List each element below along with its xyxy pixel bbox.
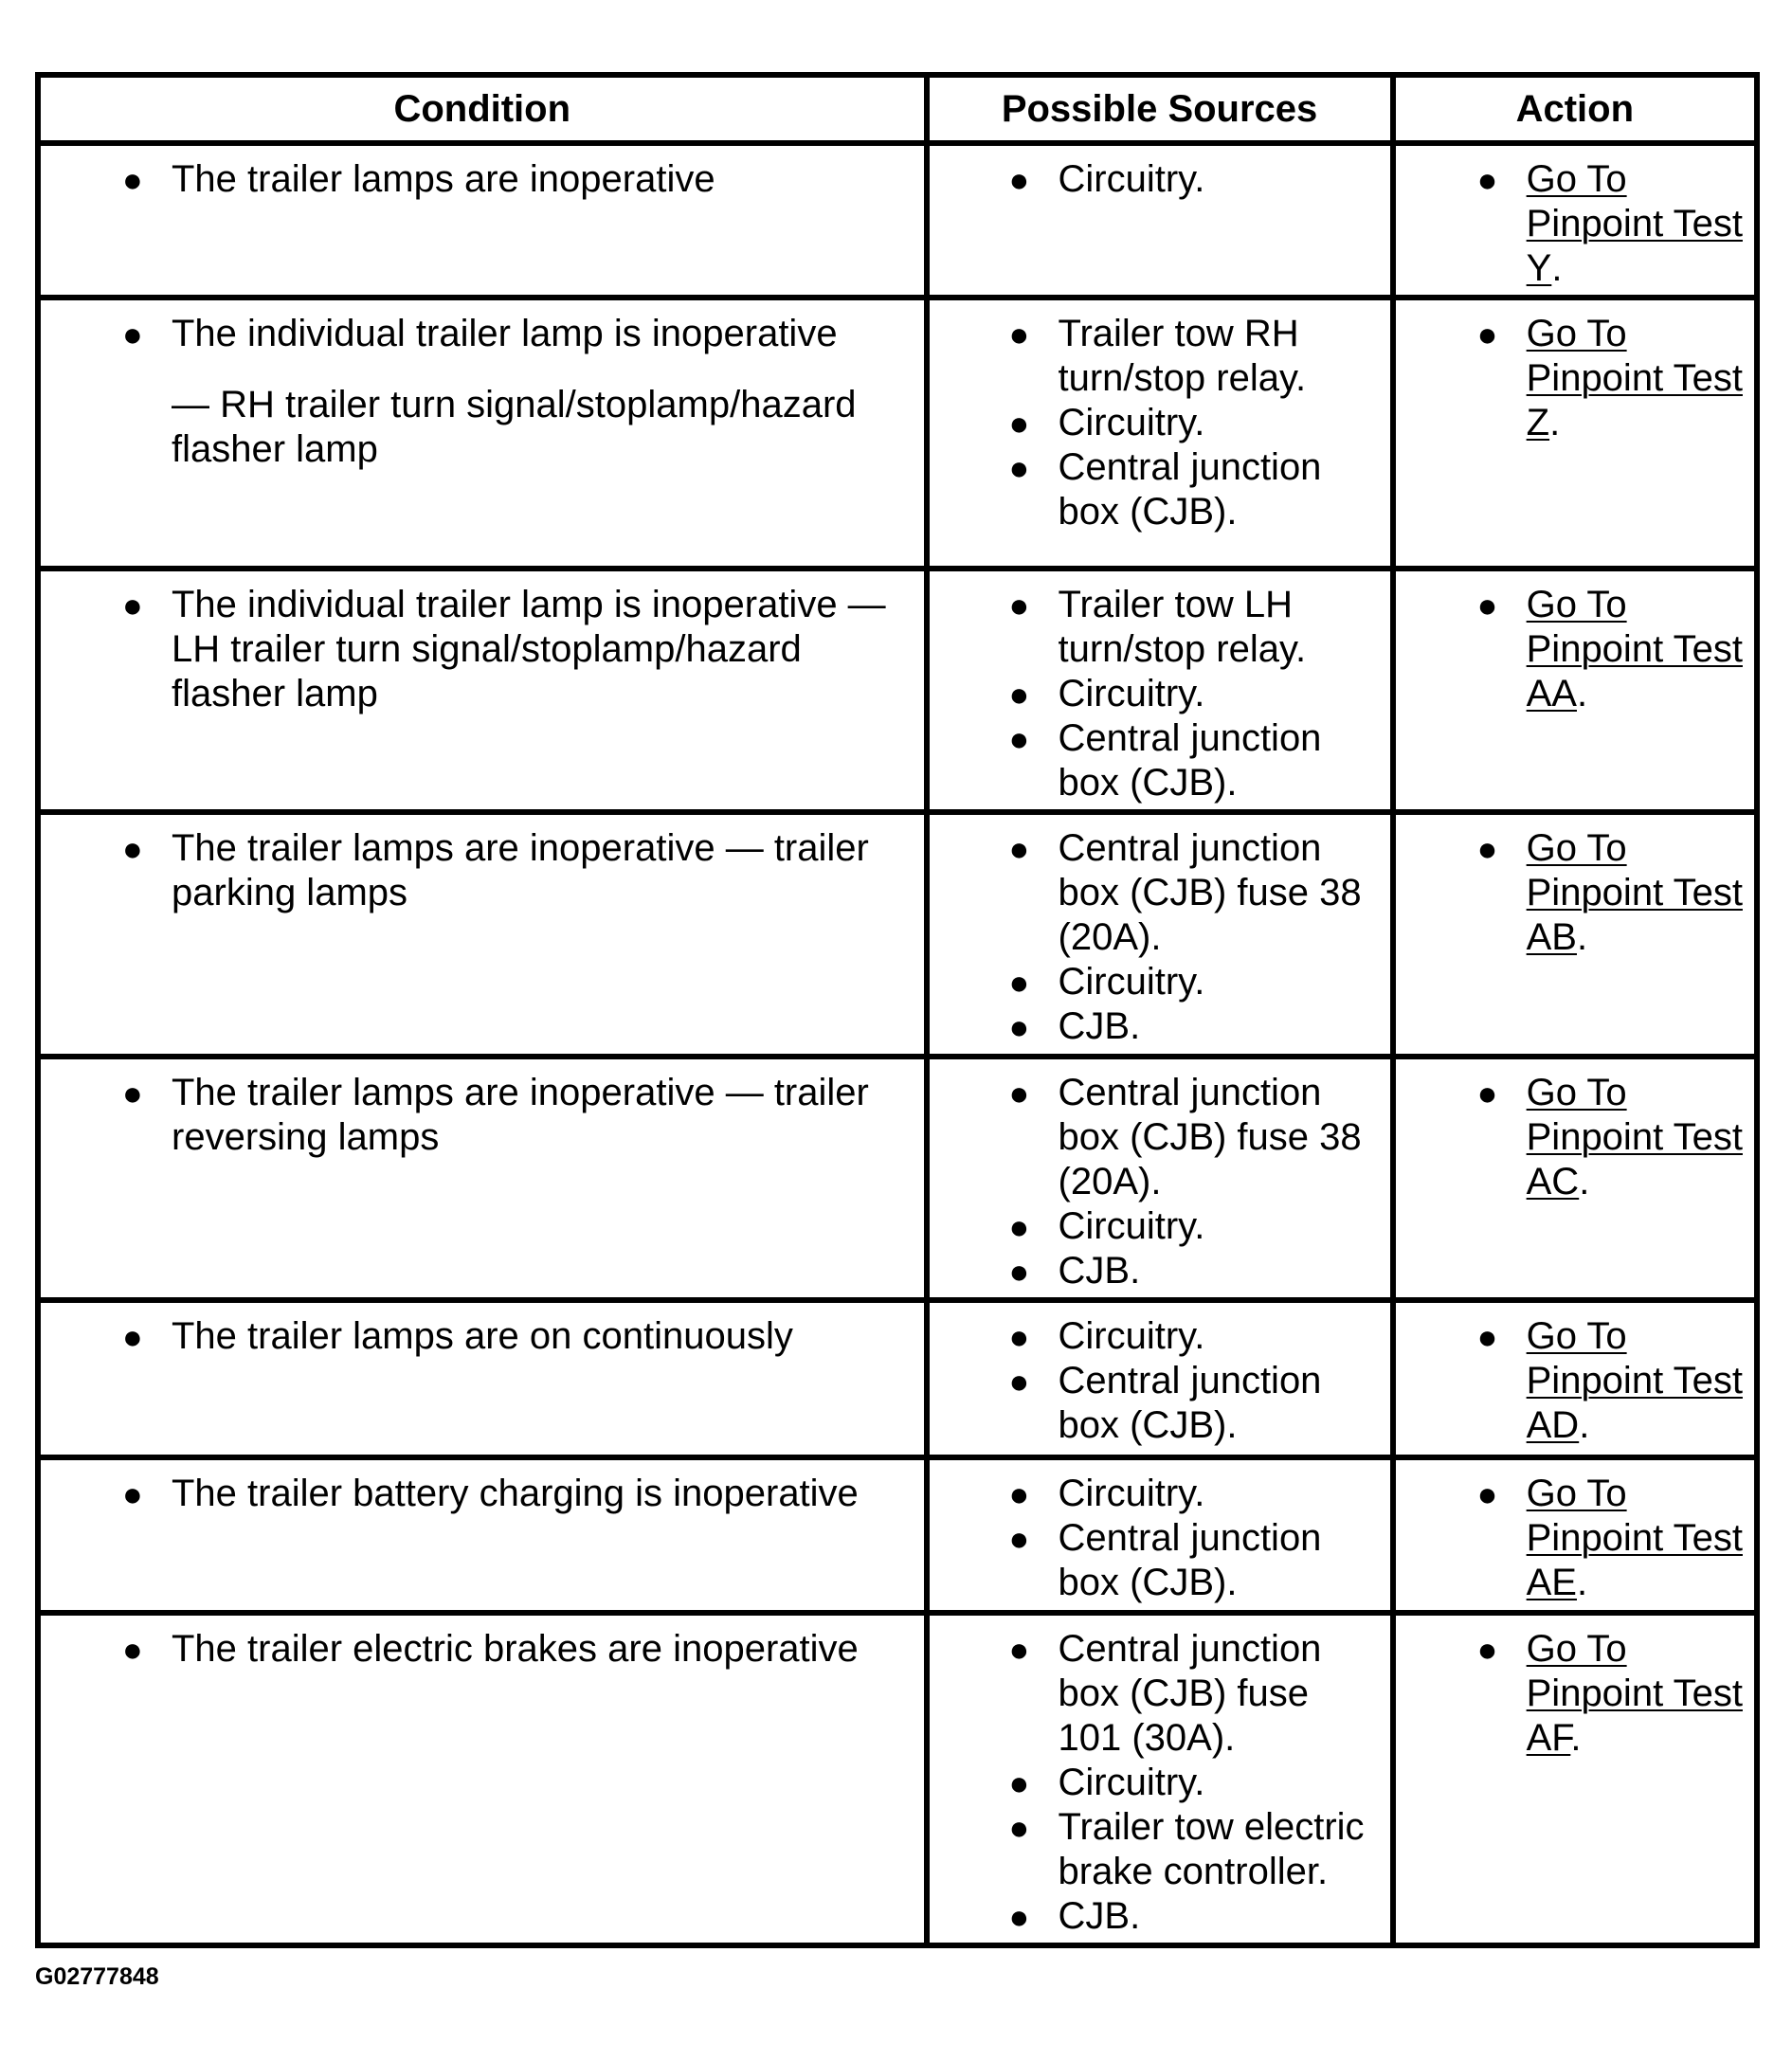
- source-text: Trailer tow electric brake controller.: [1058, 1806, 1365, 1892]
- bullet-icon: ●: [1008, 1207, 1030, 1246]
- source-item: [1008, 1249, 1383, 1293]
- bullet-icon: ●: [122, 829, 143, 868]
- condition-cell: [38, 569, 927, 812]
- bullet-icon: ●: [122, 586, 143, 624]
- table-row: [38, 1613, 1757, 1945]
- source-item: [1008, 445, 1383, 534]
- condition-cell: [38, 1613, 927, 1945]
- source-item: [1008, 1204, 1383, 1249]
- table-row: [38, 1457, 1757, 1613]
- condition-item: [122, 1472, 905, 1516]
- header-possible-sources: Possible Sources: [927, 75, 1393, 143]
- condition-text: The trailer lamps are inoperative — trailer reversing lamps: [172, 1072, 869, 1158]
- action-cell: [1393, 1057, 1757, 1300]
- bullet-icon: ●: [1008, 1897, 1030, 1936]
- source-text: Trailer tow LH turn/stop relay.: [1058, 584, 1307, 670]
- source-text: Circuitry.: [1058, 673, 1205, 714]
- source-item: [1008, 1516, 1383, 1605]
- condition-item: [122, 312, 905, 472]
- possible-sources-cell: [927, 298, 1393, 569]
- pinpoint-test-link[interactable]: Go To Pinpoint Test AA: [1526, 584, 1743, 714]
- action-cell: [1393, 812, 1757, 1057]
- source-item: [1008, 716, 1383, 805]
- source-text: Circuitry.: [1058, 1762, 1205, 1803]
- source-item: [1008, 157, 1383, 202]
- bullet-icon: ●: [1008, 1474, 1030, 1513]
- action-item: [1476, 1071, 1747, 1204]
- condition-cell: [38, 1457, 927, 1613]
- action-cell: [1393, 1613, 1757, 1945]
- action-suffix: .: [1551, 247, 1563, 289]
- bullet-icon: ●: [1008, 963, 1030, 1002]
- figure-code: G02777848: [35, 1963, 159, 1990]
- bullet-icon: ●: [1008, 1519, 1030, 1558]
- action-cell: [1393, 1300, 1757, 1457]
- action-suffix: .: [1576, 1562, 1588, 1603]
- action-cell: [1393, 143, 1757, 298]
- header-action: Action: [1393, 75, 1757, 143]
- source-text: Central junction box (CJB) fuse 38 (20A).: [1058, 827, 1362, 958]
- bullet-icon: ●: [1008, 315, 1030, 353]
- possible-sources-cell: [927, 143, 1393, 298]
- source-text: Central junction box (CJB).: [1058, 1360, 1322, 1446]
- condition-cell: [38, 298, 927, 569]
- action-item: [1476, 1472, 1747, 1605]
- condition-item: [122, 1314, 905, 1359]
- bullet-icon: ●: [1008, 1317, 1030, 1356]
- header-row: [38, 75, 1757, 143]
- source-item: [1008, 1894, 1383, 1939]
- source-text: Circuitry.: [1058, 1473, 1205, 1514]
- source-text: Circuitry.: [1058, 1205, 1205, 1247]
- bullet-icon: ●: [1476, 1317, 1498, 1356]
- condition-text: The individual trailer lamp is inoperative — LH trailer turn signal/stoplamp/hazard flasher lamp: [172, 584, 886, 714]
- table-body: [38, 143, 1757, 1945]
- bullet-icon: ●: [122, 1474, 143, 1513]
- bullet-icon: ●: [1476, 586, 1498, 624]
- bullet-icon: ●: [1008, 1630, 1030, 1669]
- pinpoint-test-link[interactable]: Go To Pinpoint Test Y: [1526, 158, 1743, 289]
- condition-item: [122, 1627, 905, 1672]
- bullet-icon: ●: [1008, 1763, 1030, 1802]
- bullet-icon: ●: [1008, 829, 1030, 868]
- bullet-icon: ●: [1476, 315, 1498, 353]
- source-text: Central junction box (CJB).: [1058, 717, 1322, 804]
- action-cell: [1393, 569, 1757, 812]
- bullet-icon: ●: [1008, 1252, 1030, 1291]
- bullet-icon: ●: [1008, 719, 1030, 758]
- source-item: [1008, 1004, 1383, 1049]
- condition-subtext: — RH trailer turn signal/stoplamp/hazard flasher lamp: [172, 384, 857, 470]
- source-item: [1008, 672, 1383, 716]
- bullet-icon: ●: [1008, 404, 1030, 443]
- condition-item: [122, 157, 905, 202]
- action-item: [1476, 1314, 1747, 1448]
- action-cell: [1393, 1457, 1757, 1613]
- source-item: [1008, 1805, 1383, 1894]
- condition-cell: [38, 1300, 927, 1457]
- action-item: [1476, 583, 1747, 716]
- bullet-icon: ●: [1008, 160, 1030, 199]
- pinpoint-test-link[interactable]: Go To Pinpoint Test AF: [1526, 1628, 1743, 1759]
- source-item: [1008, 1071, 1383, 1204]
- source-item: [1008, 1359, 1383, 1448]
- bullet-icon: ●: [1476, 829, 1498, 868]
- possible-sources-cell: [927, 1057, 1393, 1300]
- source-item: [1008, 1627, 1383, 1761]
- bullet-icon: ●: [1476, 1074, 1498, 1112]
- condition-cell: [38, 812, 927, 1057]
- condition-text: The trailer lamps are inoperative: [172, 158, 715, 200]
- bullet-icon: ●: [1008, 675, 1030, 714]
- table-row: [38, 1300, 1757, 1457]
- source-item: [1008, 312, 1383, 401]
- bullet-icon: ●: [1476, 1474, 1498, 1513]
- condition-cell: [38, 1057, 927, 1300]
- bullet-icon: ●: [122, 1317, 143, 1356]
- bullet-icon: ●: [122, 160, 143, 199]
- source-text: Central junction box (CJB) fuse 38 (20A).: [1058, 1072, 1362, 1202]
- table-row: [38, 1057, 1757, 1300]
- source-text: Central junction box (CJB).: [1058, 1517, 1322, 1603]
- action-suffix: .: [1576, 916, 1588, 958]
- source-text: Circuitry.: [1058, 402, 1205, 443]
- action-item: [1476, 312, 1747, 445]
- source-text: Trailer tow RH turn/stop relay.: [1058, 313, 1307, 399]
- possible-sources-cell: [927, 1613, 1393, 1945]
- condition-cell: [38, 143, 927, 298]
- possible-sources-cell: [927, 812, 1393, 1057]
- action-cell: [1393, 298, 1757, 569]
- pinpoint-test-link[interactable]: Go To Pinpoint Test AC: [1526, 1072, 1743, 1202]
- bullet-icon: ●: [122, 315, 143, 353]
- pinpoint-test-link[interactable]: Go To Pinpoint Test Z: [1526, 313, 1743, 443]
- bullet-icon: ●: [1008, 586, 1030, 624]
- source-text: CJB.: [1058, 1250, 1141, 1292]
- symptom-chart-table: [35, 72, 1760, 1948]
- source-text: CJB.: [1058, 1895, 1141, 1937]
- source-item: [1008, 1314, 1383, 1359]
- condition-text: The trailer lamps are on continuously: [172, 1315, 793, 1357]
- source-text: Circuitry.: [1058, 1315, 1205, 1357]
- source-item: [1008, 960, 1383, 1004]
- action-suffix: .: [1549, 402, 1561, 443]
- possible-sources-cell: [927, 1457, 1393, 1613]
- source-item: [1008, 1472, 1383, 1516]
- source-text: Circuitry.: [1058, 961, 1205, 1003]
- action-suffix: .: [1576, 673, 1588, 714]
- source-item: [1008, 401, 1383, 445]
- table-row: [38, 569, 1757, 812]
- bullet-icon: ●: [1008, 448, 1030, 487]
- condition-item: [122, 826, 905, 915]
- source-item: [1008, 826, 1383, 960]
- condition-text: The trailer lamps are inoperative — trailer parking lamps: [172, 827, 869, 913]
- action-suffix: .: [1579, 1161, 1590, 1202]
- bullet-icon: ●: [1476, 160, 1498, 199]
- possible-sources-cell: [927, 569, 1393, 812]
- possible-sources-cell: [927, 1300, 1393, 1457]
- source-item: [1008, 583, 1383, 672]
- source-text: Central junction box (CJB) fuse 101 (30A).: [1058, 1628, 1322, 1759]
- action-item: [1476, 1627, 1747, 1761]
- table-row: [38, 812, 1757, 1057]
- source-text: Central junction box (CJB).: [1058, 446, 1322, 533]
- condition-item: [122, 583, 905, 716]
- bullet-icon: ●: [1008, 1074, 1030, 1112]
- bullet-icon: ●: [1008, 1362, 1030, 1401]
- condition-text: The trailer battery charging is inoperative: [172, 1473, 859, 1514]
- source-text: Circuitry.: [1058, 158, 1205, 200]
- bullet-icon: ●: [122, 1074, 143, 1112]
- source-text: CJB.: [1058, 1005, 1141, 1047]
- action-suffix: .: [1579, 1404, 1590, 1446]
- condition-text: The individual trailer lamp is inoperative: [172, 313, 838, 354]
- condition-text: The trailer electric brakes are inoperative: [172, 1628, 859, 1670]
- pinpoint-test-link[interactable]: Go To Pinpoint Test AB: [1526, 827, 1743, 958]
- bullet-icon: ●: [1008, 1808, 1030, 1847]
- bullet-icon: ●: [1008, 1007, 1030, 1046]
- pinpoint-test-link[interactable]: Go To Pinpoint Test AD: [1526, 1315, 1743, 1446]
- table-row: [38, 298, 1757, 569]
- action-item: [1476, 157, 1747, 291]
- table-row: [38, 143, 1757, 298]
- bullet-icon: ●: [122, 1630, 143, 1669]
- action-item: [1476, 826, 1747, 960]
- source-item: [1008, 1761, 1383, 1805]
- header-condition: Condition: [38, 75, 927, 143]
- action-suffix: .: [1570, 1717, 1582, 1759]
- condition-item: [122, 1071, 905, 1160]
- bullet-icon: ●: [1476, 1630, 1498, 1669]
- pinpoint-test-link[interactable]: Go To Pinpoint Test AE: [1526, 1473, 1743, 1603]
